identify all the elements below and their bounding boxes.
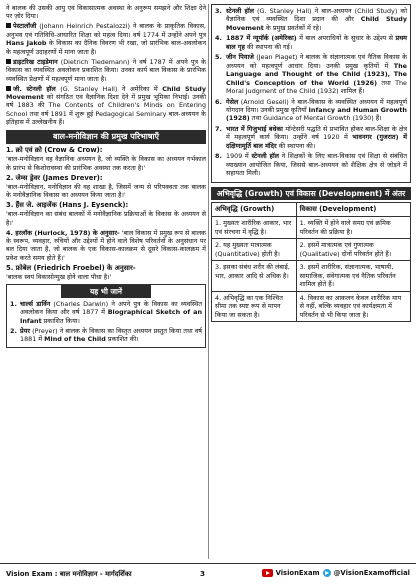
table-row (212, 261, 411, 291)
page-number: 3 (200, 569, 206, 578)
table-cell: 3. इसका संबंध शरीर की लंबाई, भार, आकार आदि से अधिक है। (212, 261, 297, 291)
table-cell: 3. इसमें शारीरिक, संज्ञानात्मक, भाषायी, सामाजिक, संवेगात्मक एवं नैतिक परिवर्तन शामिल होते हैं। (296, 261, 410, 291)
telegram-icon[interactable] (323, 569, 331, 577)
page-footer (0, 563, 416, 585)
square-bullet-icon (6, 23, 11, 28)
table-row (212, 291, 411, 321)
definition-item: 2. जेम्स ड्रेवर (James Drever): 'बाल-मनोविज्ञान, मनोविज्ञान की वह शाखा है, जिसमें जन्म से परिपक्वता तक बालक के मनोवैज्ञानिक विकास का अध्ययन किया जाता है।' (6, 173, 206, 200)
list-item: 8. 1909 में स्टेनली हॉल ने शिक्षकों के लिए बाल-विकास एवं शिक्षा से संबंधित व्याख्यान आयोजित किया, जिससे बाल-अध्ययन को शैक्षिक क्षेत्र से जोड़ने में सहायता मिली। (215, 152, 407, 178)
table-cell: 1. व्यक्ति में होने वाले समग्र एवं क्रमिक परिवर्तन की प्रक्रिया है। (296, 217, 410, 239)
left-column (6, 4, 206, 348)
youtube-handle[interactable]: VisionExam (275, 569, 320, 577)
definition-item: 3. हैंस जे. आइजेंक (Hans J. Eysenck): 'बाल-मनोविज्ञान का संबंध बालकों में मनोवैज्ञानिक प्रक्रियाओं के विकास के अध्ययन से है।' (6, 201, 206, 227)
column-header: विकास (Development) (296, 203, 410, 217)
youtube-icon[interactable] (262, 569, 273, 577)
definition-item: 1. क्रो एवं क्रो (Crow & Crow): 'बाल-मनोविज्ञान वह वैज्ञानिक अध्ययन है, जो व्यक्ति के विकास का अध्ययन गर्भकाल के प्रारंभ से किशोरावस्था की प्रारंभिक अवस्था तक करता है।' (6, 146, 206, 172)
list-item: 6. गेसेल (Arnold Gesell) ने बाल-विकास के व्यवस्थित अध्ययन में महत्वपूर्ण योगदान दिया। उनकी प्रमुख कृतियाँ Infancy and Human Growth (1928) तथा Guidance of Mental Growth (1930) हैं। (215, 97, 407, 123)
table-cell: 2. यह मुख्यतः मात्रात्मक (Quantitative) होती है। (212, 239, 297, 261)
point-stanley-hall: जी. स्टेनली हॉल (G. Stanley Hall) ने अमेरिका में Child Study Movement को संगठित एवं वैज्ञानिक दिशा देने में प्रमुख भूमिका निभाई। उनकी वर्ष 1883 की The Contents of Children's Minds on Entering School तथा वर्ष 1891 में शुरू हुई Pedagogical Seminary बाल-अध्ययन के इतिहास में उल्लेखनीय हैं। (6, 84, 206, 127)
column-header: अभिवृद्धि (Growth) (212, 203, 297, 217)
table-row (212, 239, 411, 261)
table-cell: 1. मुख्यतः शारीरिक आकार, भार एवं संरचना में वृद्धि है। (212, 217, 297, 239)
square-bullet-icon (6, 59, 11, 64)
footer-title: Vision Exam : बाल मनोविज्ञान - मार्गदर्शिका (6, 570, 132, 578)
square-bullet-icon (6, 86, 11, 91)
definition-item: 5. फ्रोबेल (Friedrich Froebel) के अनुसार- 'बालक स्वयं विकासोन्मुख होने वाला पौधा है।' (6, 263, 136, 281)
definition-item: 4. हरलॉक (Hurlock, 1978) के अनुसार- 'बाल विकास में प्रमुख रूप से बालक के स्वरूप, व्यवहार, रुचियों और उद्देश्यों में होने वाले विशेष परिवर्तनों के अनुसंधान पर बल दिया जाता है, जो बालक के एक विकास-कालक्रम से दूसरे विकास-कालक्रम में प्रवेश करते समय होते हैं।' (6, 228, 206, 262)
list-item: 7. भारत में गिजुभाई बधेका मॉन्टेसरी पद्धति से प्रभावित होकर बाल-शिक्षा के क्षेत्र में महत्वपूर्ण कार्य किया। उन्होंने वर्ष 1920 में भावनगर (गुजरात) में दक्षिणामूर्ति बाल मंदिर की स्थापना की। (215, 124, 407, 150)
comparison-heading: अभिवृद्धि (Growth) एवं विकास (Development) में अंतर (211, 187, 411, 201)
right-column (211, 4, 411, 322)
table-cell: 4. विकास का आकलन केवल शारीरिक माप से नहीं, बल्कि व्यवहार एवं कार्यक्षमता में परिवर्तन से भी किया जाता है। (296, 291, 410, 321)
column-divider (208, 4, 209, 559)
footer-social (262, 569, 410, 578)
know-list (7, 298, 205, 347)
know-box (6, 284, 206, 348)
list-item: 2. प्रेयर (Preyer) ने बालक के विकास का विस्तृत अध्ययन प्रस्तुत किया तथा वर्ष 1881 में Mind of the Child प्रकाशित की। (10, 326, 202, 344)
comparison-table (211, 202, 411, 322)
know-box-heading: यह भी जानें (61, 285, 151, 298)
table-cell: 4. अभिवृद्धि का एक निश्चित सीमा तक स्पष्ट रूप से मापन किया जा सकता है। (212, 291, 297, 321)
list-item: 1. चार्ल्स डार्विन (Charles Darwin) ने अपने पुत्र के विकास का व्यवस्थित अवलोकन किया और वर्ष 1877 में Biographical Sketch of an Infant प्रकाशित किया। (10, 300, 202, 325)
definitions-heading: बाल-मनोविज्ञान की प्रमुख परिभाषाएँ (6, 130, 206, 145)
table-header-row (212, 203, 411, 217)
table-row (212, 217, 411, 239)
point-pestalozzi: पेस्टालॉजी (Johann Heinrich Pestalozzi) ने बालक के प्राकृतिक विकास, अनुभव एवं गतिविधि-आधारित शिक्षा को महत्व दिया। वर्ष 1774 में उन्होंने अपने पुत्र Hans Jakob के विकास का दैनिक विवरण भी रखा, जो प्रारंभिक बाल-अवलोकन के महत्वपूर्ण उदाहरणों में माना जाता है। (6, 22, 206, 56)
telegram-handle[interactable]: @VisionExamofficial (333, 569, 410, 577)
intro-text: ने बालक की उसकी आयु एवं विकासात्मक अवस्था के अनुरूप समझने और शिक्षा देने पर ज़ोर दिया। (6, 4, 206, 21)
history-list (211, 4, 411, 183)
table-cell: 2. इसमें मात्रात्मक एवं गुणात्मक (Qualitative) दोनों परिवर्तन होते हैं। (296, 239, 410, 261)
list-item: 5. जीन पियाजे (Jean Piaget) ने बालक के संज्ञानात्मक एवं नैतिक विकास के अध्ययन को महत्वपूर्ण आधार दिया। उनकी प्रमुख कृतियों में The Language and Thought of the Child (1923), The Child's Conception of the World (1926) तथा The Moral Judgment of the Child (1932) शामिल हैं। (215, 53, 407, 96)
list-item: 3. स्टेनली हॉल (G. Stanley Hall) ने बाल-अध्ययन (Child Study) को वैज्ञानिक एवं व्यवस्थित दिशा प्रदान की और Child Study Movement के प्रमुख प्रवर्तकों में रहे। (215, 7, 407, 32)
point-tiedemann: डाइटरिख टाइडेमान (Dietrich Tiedemann) ने वर्ष 1787 में अपने पुत्र के विकास का व्यवस्थित अवलोकन प्रकाशित किया। उनका कार्य बाल विकास के प्रारंभिक व्यवस्थित प्रेक्षणों में महत्वपूर्ण माना जाता है। (6, 57, 206, 83)
list-item: 4. 1887 में न्यूयॉर्क (अमेरिका) में बाल अपराधियों के सुधार के उद्देश्य से प्रथम बाल गृह की स्थापना की गई। (215, 34, 407, 51)
